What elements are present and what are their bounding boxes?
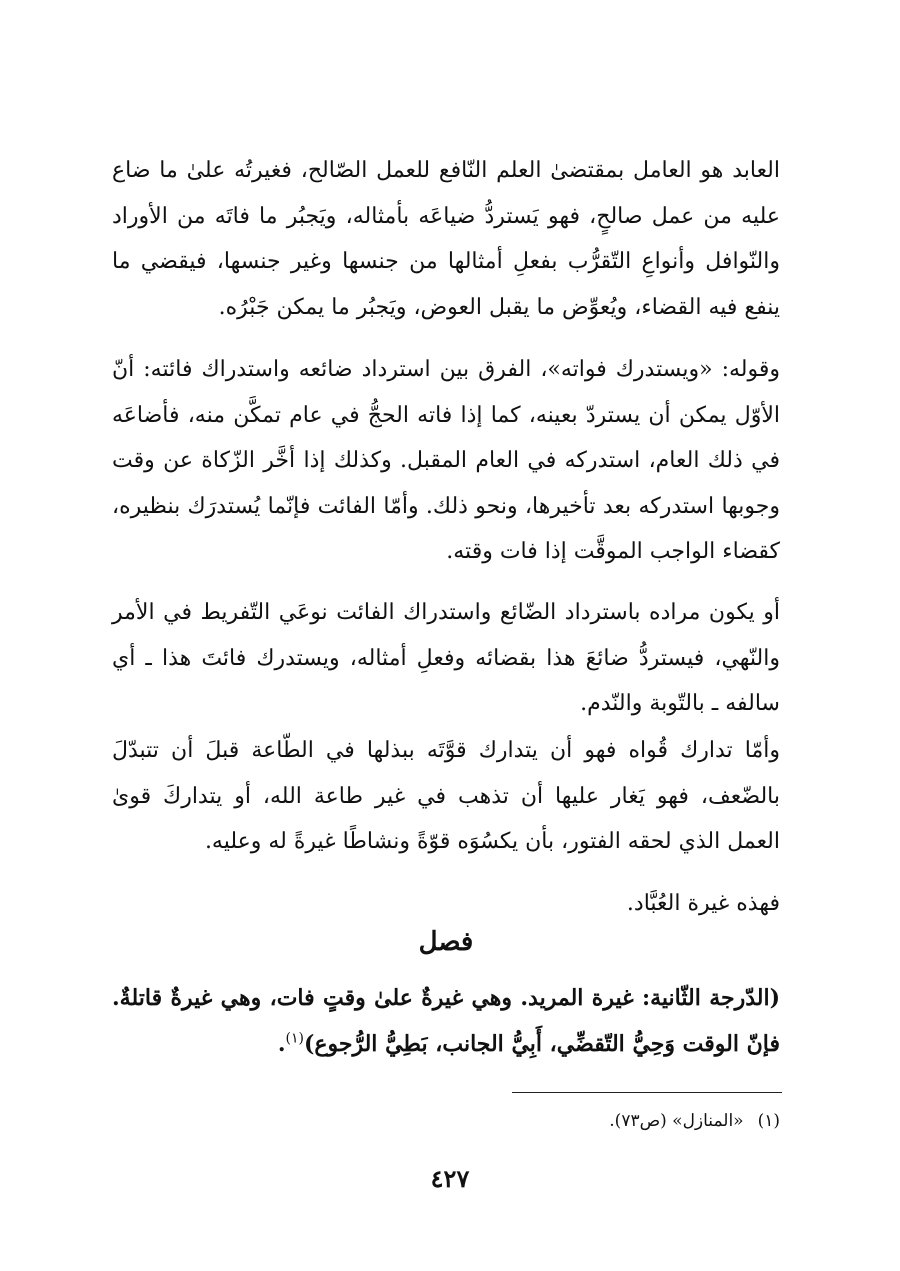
body-paragraph-1: العابد هو العامل بمقتضىٰ العلم النّافع للعمل الصّالح، فغيرتُه علىٰ ما ضاع عليه من عمل صالحٍ، فهو يَستردُّ ضياعَه بأمثاله، ويَجبُر ما فاتَه من الأوراد والنّوافل وأنواعِ التّقرُّب بفعلِ أمثالها من جنسها وغير جنسها، فيقضي ما ينفع فيه القضاء، ويُعوِّض ما يقبل العوض، ويَجبُر ما يمكن جَبْرُه.	[112, 158, 780, 320]
body-paragraph-3: أو يكون مراده باسترداد الضّائع واستدراك الفائت نوعَي التّفريط في الأمر والنّهي، فيستردُّ ضائعَ هذا بقضائه وفعلِ أمثاله، ويستدرك فائتَ هذا ـ أي سالفه ـ بالتّوبة والنّدم.	[112, 600, 780, 716]
quoted-passage	[112, 976, 780, 1067]
footnote-reference[interactable]: (١)	[285, 1030, 304, 1047]
footnote-text: «المنازل» (ص٧٣).	[609, 1111, 744, 1131]
body-paragraph-5: فهذه غيرة العُبَّاد.	[626, 891, 780, 916]
page-number: ٤٢٧	[430, 1164, 470, 1193]
quoted-passage-text: (الدّرجة الثّانية: غيرة المريد. وهي غيرةٌ علىٰ وقتٍ فات، وهي غيرةٌ قاتلةٌ. فإنّ الوقت وَحِيُّ التّقضِّي، أَبِيُّ الجانب، بَطِيُّ الرُّجوع)	[112, 985, 780, 1057]
footnote-number: (١)	[757, 1111, 780, 1131]
footnote	[112, 1107, 780, 1135]
quoted-passage-end: .	[277, 1030, 286, 1057]
body-paragraph-4: وأمّا تدارك قُواه فهو أن يتدارك قوَّتَه ببذلها في الطّاعة قبلَ أن تتبدّلَ بالضّعف، فهو يَغار عليها أن تذهب في غير طاعة الله، أو يتداركَ قوىٰ العمل الذي لحقه الفتور، بأن يكسُوَه قوّةً ونشاطًا غيرةً له وعليه.	[112, 738, 780, 854]
body-paragraph-2: وقوله: «ويستدرك فواته»، الفرق بين استرداد ضائعه واستدراك فائته: أنّ الأوّل يمكن أن يستردّ بعينه، كما إذا فاته الحجُّ في عام تمكَّن منه، فأضاعَه في ذلك العام، استدركه في العام المقبل. وكذلك إذا أخَّر الزّكاة عن وقت وجوبها استدركه بعد تأخيرها، ونحو ذلك. وأمّا الفائت فإنّما يُستدرَك بنظيره، كقضاء الواجب الموقَّت إذا فات وقته.	[112, 357, 780, 564]
footnote-divider	[512, 1092, 782, 1093]
section-heading: فصل	[418, 927, 474, 957]
